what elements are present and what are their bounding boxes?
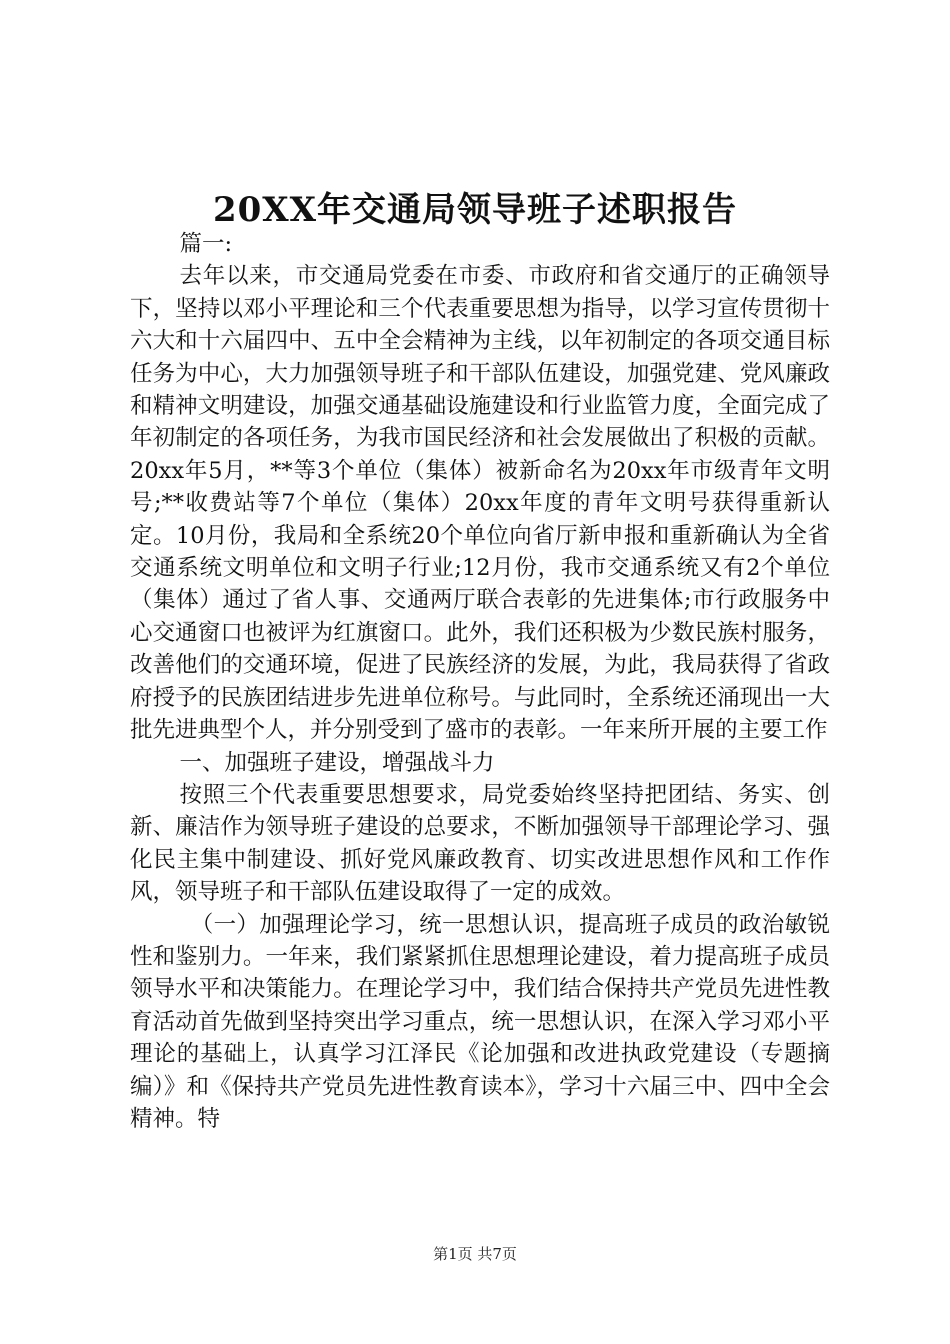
section-heading: 一、加强班子建设，增强战斗力 [179, 749, 495, 776]
document-body [130, 228, 830, 1135]
section-label: 篇一: [179, 231, 233, 257]
body-paragraph: 去年以来，市交通局党委在市委、市政府和省交通厅的正确领导下，坚持以邓小平理论和三个代表重要思想为指导，以学习宣传贯彻十六大和十六届四中、五中全会精神为主线，以年初制定的各项交通目标任务为中心，大力加强领导班子和干部队伍建设，加强党建、党风廉政和精神文明建设，加强交通基础设施建设和行业监管力度，全面完成了年初制定的各项任务，为我市国民经济和社会发展做出了积极的贡献。20xx年5月，**等3个单位（集体）被新命名为20xx年市级青年文明号;**收费站等7个单位（集体）20xx年度的青年文明号获得重新认定。10月份，我局和全系统20个单位向省厅新申报和重新确认为全省交通系统文明单位和文明子行业;12月份，我市交通系统又有2个单位（集体）通过了省人事、交通两厅联合表彰的先进集体;市行政服务中心交通窗口也被评为红旗窗口。此外，我们还积极为少数民族村服务，改善他们的交通环境，促进了民族经济的发展，为此，我局获得了省政府授予的民族团结进步先进单位称号。与此同时，全系统还涌现出一大批先进典型个人，并分别受到了盛市的表彰。一年来所开展的主要工作 [130, 263, 830, 744]
document-title: 20XX年交通局领导班子述职报告 [212, 190, 738, 230]
page-footer: 第1页 共7页 [433, 1245, 517, 1263]
body-paragraph: 按照三个代表重要思想要求，局党委始终坚持把团结、务实、创新、廉洁作为领导班子建设的总要求，不断加强领导干部理论学习、强化民主集中制建设、抓好党风廉政教育、切实改进思想作风和工作作风，领导班子和干部队伍建设取得了一定的成效。 [130, 781, 830, 906]
body-paragraph: （一）加强理论学习，统一思想认识，提高班子成员的政治敏锐性和鉴别力。一年来，我们紧紧抓住思想理论建设，着力提高班子成员领导水平和决策能力。在理论学习中，我们结合保持共产党员先进性教育活动首先做到坚持突出学习重点，统一思想认识，在深入学习邓小平理论的基础上，认真学习江泽民《论加强和改进执政党建设（专题摘编）》和《保持共产党员先进性教育读本》，学习十六届三中、四中全会精神。特 [130, 911, 830, 1132]
